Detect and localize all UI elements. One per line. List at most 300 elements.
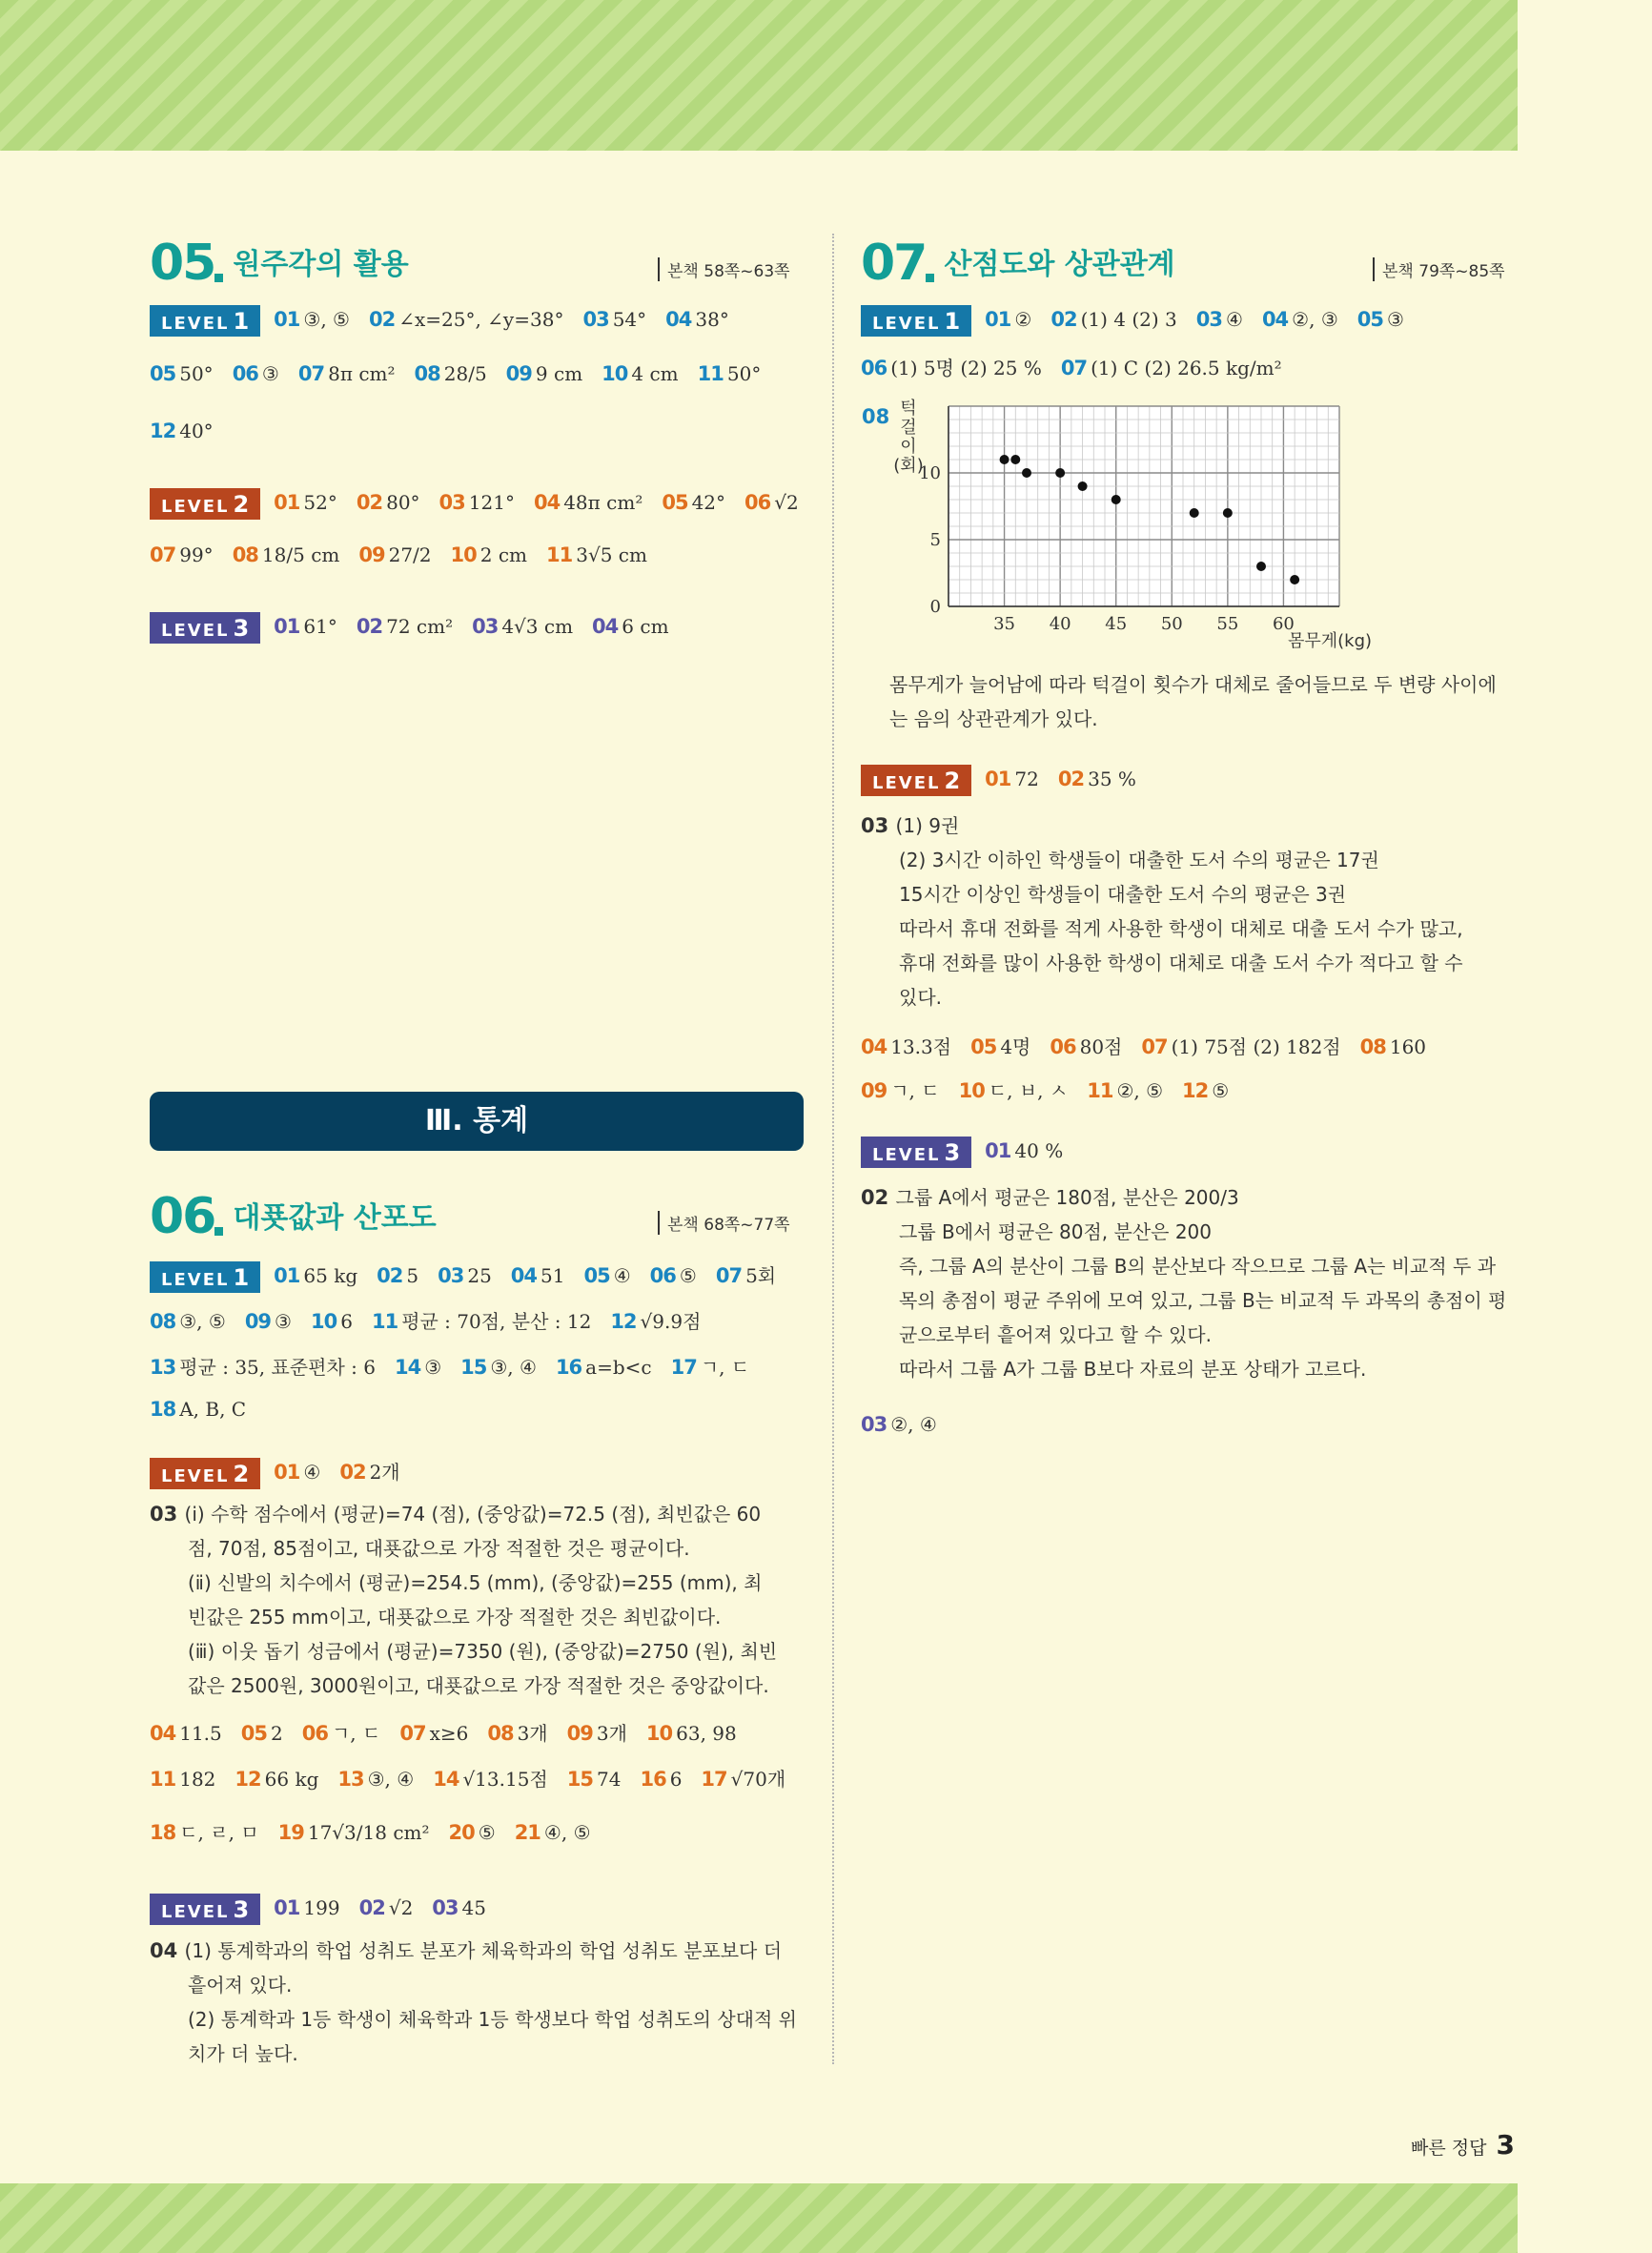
answer-value: ②, ③ [1292,308,1338,331]
answer-value: ③, ④ [367,1768,415,1791]
answer-number: 10 [602,362,628,385]
level-number: 2 [233,1461,250,1487]
x-tick-label: 55 [1216,614,1239,634]
s05-level1-row [150,362,766,385]
answer-number: 07 [399,1722,426,1745]
answer-number: 04 [150,1722,176,1745]
page-footer [1411,2129,1515,2161]
answer-number: 11 [546,543,573,566]
answer-value: ② [1014,308,1032,331]
plot-area [948,406,1339,606]
x-tick-label: 35 [993,614,1016,634]
answer-value: 4√3 cm [501,615,574,638]
answer-value: 4명 [1000,1035,1031,1058]
explanation-line [150,1634,807,1669]
answer-value: 18/5 cm [261,543,340,566]
answer-value: 63, 98 [676,1722,737,1745]
answer-number: 04 [533,491,561,514]
answer-number: 04 [1261,308,1289,331]
answer-value: ④, ⑤ [543,1821,591,1844]
answer-number: 03 [472,615,499,638]
explanation-line [150,2002,807,2037]
explanation-text: 휴대 전화를 많이 사용한 학생이 대체로 대출 도서 수가 적다고 할 수 [899,952,1463,974]
answer-number: 18 [150,1398,176,1421]
answer-value: 80° [386,491,420,514]
answer-value: (1) C (2) 26.5 kg/m² [1091,357,1282,379]
answer-number: 09 [358,543,385,566]
answer-number: 06 [232,362,258,385]
explanation-text: 그룹 B에서 평균은 80점, 분산은 200 [899,1220,1213,1243]
data-point [1290,575,1299,584]
answer-number: 11 [697,362,724,385]
explanation-text: 있다. [899,986,942,1009]
answer-number: 06 [649,1264,676,1287]
data-point [1112,495,1121,504]
data-point [1022,468,1031,478]
y-axis-label: 이 [900,437,917,457]
answer-value: 3√5 cm [576,543,647,566]
answer-number: 03 [861,1413,887,1436]
s07-level2-row [861,1075,1234,1103]
answer-value: ③ [275,1310,292,1333]
answer-number: 03 [438,1264,464,1287]
s06-q04-explanation [150,1934,807,2071]
answer-value: 182 [179,1768,216,1791]
explanation-line [861,980,1519,1014]
answer-value: 40 % [1014,1139,1064,1162]
explanation-line [861,809,1519,843]
answer-number: 02 [356,615,383,638]
s06-q03-explanation [150,1497,807,1703]
s06-level1-row [150,1398,252,1421]
answer-number: 02 [358,1896,385,1919]
question-number: 04 [150,1939,185,1962]
answer-value: x≥6 [429,1722,469,1745]
answer-number: 16 [555,1356,582,1379]
s07-q03-explanation [861,809,1519,1014]
answer-number: 06 [301,1722,328,1745]
answer-value: (1) 4 (2) 3 [1080,308,1177,331]
y-axis-label: 걸 [900,418,917,438]
answer-number: 02 [377,1264,403,1287]
answer-number: 06 [744,491,771,514]
answer-number: 02 [1057,768,1085,790]
explanation-text: 따라서 그룹 A가 그룹 B보다 자료의 분포 상태가 고르다. [899,1358,1367,1381]
x-axis-label: 몸무게(kg) [1287,631,1373,651]
explanation-line [861,843,1519,877]
s07-q08-conclusion [889,667,1519,736]
answer-number: 07 [715,1264,743,1287]
answer-value: 40° [179,420,214,442]
answer-value: ③ [261,362,279,385]
level-badge: LEVEL 3 [150,612,260,644]
answer-value: 80점 [1079,1035,1123,1058]
explanation-line [150,1600,807,1634]
answer-number: 07 [297,362,325,385]
answer-value: 52° [303,491,337,514]
answer-value: 42° [691,491,726,514]
answer-number: 02 [339,1461,366,1484]
section-07-page-ref: 본책 79쪽~85쪽 [1373,257,1505,281]
answer-number: 15 [566,1768,593,1791]
explanation-text: 그룹 A에서 평균은 180점, 분산은 200/3 [895,1186,1239,1209]
answer-value: A, B, C [179,1398,247,1421]
answer-number: 01 [274,491,300,514]
answer-number: 06 [861,357,887,379]
section-07-header [861,235,1175,292]
answer-number: 15 [460,1356,487,1379]
answer-number: 08 [150,1310,176,1333]
answer-value: √2 [774,491,799,514]
answer-number: 14 [433,1768,459,1791]
explanation-line [861,1180,1519,1215]
answer-value: 6 [340,1310,353,1333]
s06-level2-row [150,1764,791,1792]
answer-number: 04 [861,1035,887,1058]
section-title: 원주각의 활용 [233,248,409,281]
explanation-line [861,1249,1519,1283]
answer-value: 51 [540,1264,565,1287]
level-number: 1 [233,1264,250,1291]
answer-number: 12 [610,1310,637,1333]
section-number: 05 [150,235,215,292]
y-tick-label: 0 [929,597,941,617]
answer-value: ③, ⑤ [179,1310,226,1333]
column-divider [832,234,834,2064]
explanation-line: 몸무게가 늘어남에 따라 턱걸이 횟수가 대체로 줄어들므로 두 변량 사이에 [889,673,1497,696]
footer-label: 빠른 정답 [1411,2138,1487,2159]
answer-number: 01 [985,1139,1011,1162]
level-badge: LEVEL 2 [861,765,971,796]
data-point [1223,508,1233,518]
data-point [1000,455,1010,464]
explanation-line [150,1497,807,1531]
answer-number: 09 [244,1310,272,1333]
level-number: 3 [233,1896,250,1923]
answer-value: (1) 5명 (2) 25 % [890,357,1042,379]
explanation-line [861,946,1519,980]
answer-value: 3개 [517,1722,548,1745]
answer-number: 04 [592,615,619,638]
y-axis-label: 턱 [900,399,917,419]
answer-value: ③, ⑤ [303,308,350,331]
question-number: 03 [150,1503,185,1526]
s06-level1-row [150,1352,755,1380]
answer-value: 3개 [596,1722,627,1745]
answer-value: ㄱ, ㄷ [331,1722,381,1745]
answer-value: ⑤ [1212,1079,1230,1102]
explanation-line [861,1215,1519,1249]
answer-value: ④ [1226,308,1243,331]
answer-value: √9.9점 [640,1310,702,1333]
explanation-text: 따라서 휴대 전화를 적게 사용한 학생이 대체로 대출 도서 수가 많고, [899,917,1463,940]
page-number: 3 [1496,2129,1515,2161]
answer-number: 02 [368,308,396,331]
answer-value: 61° [303,615,337,638]
answer-value: 38° [695,308,729,331]
bottom-decorative-band [0,2183,1518,2253]
explanation-text: (1) 9권 [895,814,960,837]
answer-number: 11 [371,1310,398,1333]
answer-value: √70개 [730,1768,786,1791]
section-06-header [150,1188,437,1245]
s06-level1-row [150,1260,782,1293]
answer-number: 01 [274,1461,300,1484]
answer-value: ㄱ, ㄷ [890,1079,940,1102]
data-point [1256,562,1266,571]
explanation-line [150,2037,807,2071]
section-05-header [150,235,409,292]
explanation-text: 균으로부터 흩어져 있다고 할 수 있다. [899,1323,1212,1346]
explanation-line [861,911,1519,946]
s07-level3-row [861,1413,943,1436]
level-number: 2 [944,768,961,794]
level-badge: LEVEL 1 [150,1261,260,1293]
answer-value: 121° [468,491,515,514]
answer-value: ⑤ [478,1821,496,1844]
explanation-line [150,1968,807,2002]
answer-value: 2 [271,1722,283,1745]
answer-number: 08 [1359,1035,1386,1058]
answer-value: a=b<c [585,1356,652,1379]
answer-number: 09 [566,1722,593,1745]
answer-value: 48π cm² [563,491,643,514]
answer-value: 66 kg [264,1768,319,1791]
answer-value: 평균 : 70점, 분산 : 12 [401,1310,592,1333]
x-tick-label: 50 [1160,614,1183,634]
answer-value: 27/2 [388,543,432,566]
answer-number: 07 [1060,357,1088,379]
answer-value: 6 cm [622,615,669,638]
section-05-page-ref: 본책 58쪽~63쪽 [658,257,790,281]
explanation-text: (2) 통계학과 1등 학생이 체육학과 1등 학생보다 학업 성취도의 상대적 위 [188,2008,797,2031]
answer-number: 09 [505,362,532,385]
question-number: 03 [861,814,896,837]
scatter-chart [858,399,1449,666]
answer-number: 05 [1356,308,1383,331]
answer-value: 17√3/18 cm² [307,1821,430,1844]
answer-value: ③ [424,1356,442,1379]
y-tick-label: 10 [919,463,941,483]
answer-number: 01 [985,308,1011,331]
answer-number: 12 [235,1768,261,1791]
level-number: 3 [944,1139,961,1166]
answer-number: 02 [1050,308,1077,331]
s05-level2-row [150,543,653,566]
answer-number: 01 [274,308,300,331]
level-number: 1 [233,308,250,335]
answer-value: 72 [1014,768,1039,790]
question-number: 08 [862,405,890,428]
answer-value: 11.5 [179,1722,222,1745]
s05-level1-row [150,305,735,337]
level-badge: LEVEL 3 [861,1137,971,1168]
answer-number: 16 [640,1768,666,1791]
answer-number: 10 [450,543,477,566]
s07-level1-row [861,353,1288,380]
answer-value: 8π cm² [328,362,396,385]
s05-level2-row [150,488,805,520]
explanation-text: (ⅱ) 신발의 치수에서 (평균)=254.5 (mm), (중앙값)=255 (mm), 최 [188,1571,763,1594]
answer-number: 01 [274,615,300,638]
s06-level2-row [150,1718,743,1746]
s07-level3-row [861,1137,1069,1168]
explanation-text: 점, 70점, 85점이고, 대푯값으로 가장 적절한 것은 평균이다. [188,1537,690,1560]
question-number: 02 [861,1186,896,1209]
level-badge: LEVEL 3 [150,1894,260,1925]
answer-number: 05 [662,491,688,514]
answer-number: 03 [432,1896,459,1919]
s06-level3-row [150,1894,492,1925]
explanation-line [150,1934,807,1968]
section-number: 07 [861,235,927,292]
answer-number: 08 [232,543,258,566]
answer-value: √13.15점 [462,1768,548,1791]
s07-level2-row [861,765,1142,796]
level-badge: LEVEL 2 [150,1458,260,1489]
level-badge: LEVEL 2 [150,488,260,520]
s05-level3-row [150,612,675,644]
explanation-text: (1) 통계학과의 학업 성취도 분포가 체육학과의 학업 성취도 분포보다 더 [184,1939,783,1962]
explanation-text: (2) 3시간 이하인 학생들이 대출한 도서 수의 평균은 17권 [899,849,1379,871]
answer-value: 6 [669,1768,683,1791]
answer-number: 03 [1195,308,1222,331]
answer-value: ③ [1386,308,1404,331]
answer-number: 08 [414,362,440,385]
level-number: 3 [233,615,250,642]
explanation-line [861,1352,1519,1386]
answer-value: 99° [179,543,214,566]
answer-value: (1) 75점 (2) 182점 [1171,1035,1341,1058]
answer-number: 18 [150,1821,176,1844]
answer-number: 02 [356,491,383,514]
explanation-text: 치가 더 높다. [188,2042,298,2065]
s07-level1-row [861,305,1410,337]
s07-q02-explanation [861,1180,1519,1386]
answer-value: ㄷ, ㅂ, ㅅ [988,1079,1069,1102]
s06-level2-row [150,1457,406,1489]
answer-value: √2 [388,1896,414,1919]
answer-value: 28/5 [443,362,487,385]
explanation-text: 즉, 그룹 A의 분산이 그룹 B의 분산보다 작으므로 그룹 A는 비교적 두 과 [899,1255,1497,1278]
answer-value: 5회 [745,1264,777,1287]
answer-number: 03 [438,491,465,514]
answer-value: ④ [303,1461,321,1484]
answer-number: 12 [150,420,176,442]
explanation-line [150,1669,807,1703]
explanation-line: 는 음의 상관관계가 있다. [889,707,1098,730]
answer-value: 160 [1389,1035,1427,1058]
s06-level2-row [150,1817,597,1845]
answer-value: 9 cm [535,362,583,385]
explanation-text: (ⅲ) 이웃 돕기 성금에서 (평균)=7350 (원), (중앙값)=2750 (원), 최빈 [188,1640,778,1663]
answer-number: 10 [645,1722,673,1745]
answer-value: 72 cm² [386,615,454,638]
answer-number: 06 [1050,1035,1076,1058]
data-point [1055,468,1065,478]
answer-value: 54° [612,308,647,331]
top-decorative-band [0,0,1518,151]
y-axis-unit: (회) [893,456,924,476]
section-title: 산점도와 상관관계 [944,248,1175,281]
answer-value: ⑤ [679,1264,697,1287]
answer-number: 05 [240,1722,267,1745]
explanation-text: 빈값은 255 mm이고, 대푯값으로 가장 적절한 것은 최빈값이다. [188,1606,722,1628]
answer-value: 평균 : 35, 표준편차 : 6 [179,1356,376,1379]
answer-value: 74 [597,1768,622,1791]
x-tick-label: 60 [1272,614,1295,634]
answer-value: ㄱ, ㄷ [700,1356,750,1379]
level-badge: LEVEL 1 [150,305,260,337]
answer-number: 17 [701,1768,727,1791]
level-number: 2 [233,491,250,518]
explanation-text: (ⅰ) 수학 점수에서 (평균)=74 (점), (중앙값)=72.5 (점), 최빈값은 60 [184,1503,762,1526]
answer-value: 2 cm [479,543,527,566]
s07-level2-row [861,1032,1432,1059]
answer-value: 45 [461,1896,486,1919]
answer-number: 20 [448,1821,475,1844]
explanation-text: 값은 2500원, 3000원이고, 대푯값으로 가장 적절한 것은 중앙값이다. [188,1674,769,1697]
s06-level1-row [150,1306,706,1334]
x-tick-label: 40 [1049,614,1071,634]
answer-number: 11 [1087,1079,1113,1102]
data-point [1078,481,1088,491]
explanation-text: 목의 총점이 평균 주위에 모여 있고, 그룹 B는 비교적 두 과목의 총점이 평 [899,1289,1507,1312]
explanation-line [150,1566,807,1600]
answer-number: 17 [670,1356,697,1379]
answer-number: 05 [970,1035,997,1058]
answer-number: 21 [514,1821,540,1844]
answer-number: 05 [583,1264,610,1287]
answer-number: 13 [337,1768,364,1791]
answer-value: 25 [467,1264,492,1287]
answer-number: 05 [150,362,176,385]
data-point [1010,455,1020,464]
answer-number: 09 [861,1079,887,1102]
explanation-line [861,1318,1519,1352]
explanation-line [861,877,1519,911]
answer-value: ③, ④ [490,1356,537,1379]
answer-value: 199 [303,1896,340,1919]
data-point [1190,508,1199,518]
answer-value: ④ [613,1264,631,1287]
answer-value: 13.3점 [890,1035,952,1058]
explanation-text: 15시간 이상인 학생들이 대출한 도서 수의 평균은 3권 [899,883,1347,906]
answer-value: 65 kg [303,1264,358,1287]
answer-number: 11 [150,1768,176,1791]
answer-value: 50° [726,362,762,385]
answer-value: ㄷ, ㄹ, ㅁ [179,1821,259,1844]
level-number: 1 [944,308,961,335]
answer-number: 07 [1141,1035,1168,1058]
answer-number: 08 [487,1722,514,1745]
answer-number: 04 [665,308,692,331]
s05-level1-row [150,420,219,442]
x-tick-label: 45 [1105,614,1128,634]
answer-value: 35 % [1088,768,1136,790]
section-number: 06 [150,1188,215,1245]
answer-number: 01 [985,768,1011,790]
answer-number: 10 [958,1079,985,1102]
y-tick-label: 5 [929,530,941,550]
answer-number: 01 [274,1896,300,1919]
section-06-page-ref: 본책 68쪽~77쪽 [658,1211,790,1235]
answer-value: 4 cm [631,362,679,385]
chapter-banner: Ⅲ. 통계 [150,1092,804,1151]
explanation-line [150,1531,807,1566]
answer-value: ∠x=25°, ∠y=38° [398,308,564,331]
answer-number: 04 [510,1264,538,1287]
